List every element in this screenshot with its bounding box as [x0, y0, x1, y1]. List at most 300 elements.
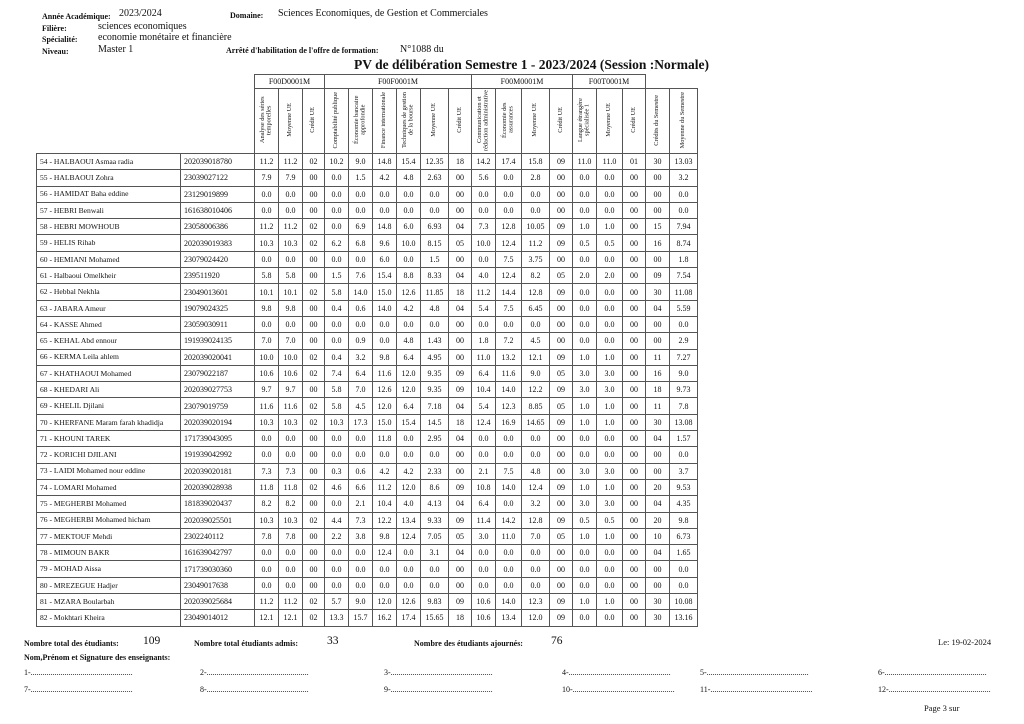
student-row: [37, 365, 698, 381]
grade-cell: 1.5: [349, 170, 373, 186]
grade-cell: 11.0: [573, 154, 597, 170]
grade-cell: 10.3: [325, 414, 349, 430]
grade-cell: 0.0: [279, 545, 303, 561]
grade-cell: 4.4: [325, 512, 349, 528]
grade-cell: 00: [550, 561, 573, 577]
grade-cell: 10.08: [670, 594, 698, 610]
signature-line: 1-...................................................: [24, 668, 133, 677]
grade-cell: 18: [449, 414, 472, 430]
grade-cell: 00: [303, 202, 325, 218]
grade-cell: 7.8: [279, 528, 303, 544]
grade-cell: 05: [550, 365, 573, 381]
grade-cell: 12.8: [522, 284, 550, 300]
grade-cell: 8.85: [522, 398, 550, 414]
column-header-text: Moyenne UE: [531, 103, 539, 137]
grade-cell: 3.8: [349, 528, 373, 544]
grade-cell: 0.0: [496, 496, 522, 512]
domaine-value: Sciences Economiques, de Gestion et Commerciales: [278, 8, 488, 19]
signature-line: 12-...................................................: [878, 685, 991, 694]
grade-cell: 04: [449, 300, 472, 316]
grade-cell: 04: [646, 496, 670, 512]
column-header-text: Communication et rédaction administrative: [475, 89, 490, 151]
grade-cell: 9.8: [670, 512, 698, 528]
grade-cell: 00: [646, 333, 670, 349]
grade-cell: 2.1: [472, 463, 496, 479]
grade-cell: 0.6: [349, 463, 373, 479]
grade-cell: 00: [550, 202, 573, 218]
grade-cell: 0.0: [496, 316, 522, 332]
grade-cell: 0.0: [421, 186, 449, 202]
grade-cell: 3.0: [597, 365, 623, 381]
grade-cell: 10.0: [472, 235, 496, 251]
grade-cell: 12.4: [522, 479, 550, 495]
grade-cell: 4.8: [397, 170, 421, 186]
student-name: 58 - HEBRI MOWHOUB: [37, 219, 181, 235]
grade-cell: 0.5: [573, 512, 597, 528]
grade-cell: 00: [303, 268, 325, 284]
grade-cell: 9.83: [421, 594, 449, 610]
grade-cell: 10.2: [325, 154, 349, 170]
grade-cell: 00: [550, 186, 573, 202]
student-name: 62 - Hebbal Nekhla: [37, 284, 181, 300]
grade-cell: 0.0: [522, 316, 550, 332]
student-matricule: 202039020194: [181, 414, 255, 430]
grade-cell: 00: [646, 463, 670, 479]
grade-cell: 5.4: [472, 398, 496, 414]
grade-cell: 7.3: [255, 463, 279, 479]
grade-cell: 02: [303, 284, 325, 300]
student-row: [37, 186, 698, 202]
grade-cell: 9.8: [373, 528, 397, 544]
grade-cell: 0.0: [597, 186, 623, 202]
grade-cell: 0.0: [472, 251, 496, 267]
grade-cell: 3.2: [522, 496, 550, 512]
student-row: [37, 170, 698, 186]
grade-cell: 3.0: [573, 382, 597, 398]
grade-cell: 10.3: [255, 235, 279, 251]
student-row: [37, 610, 698, 626]
grade-cell: 0.0: [397, 251, 421, 267]
student-row: [37, 316, 698, 332]
grade-cell: 0.0: [325, 202, 349, 218]
grade-cell: 16: [646, 365, 670, 381]
grade-cell: 30: [646, 414, 670, 430]
grade-cell: 0.0: [373, 202, 397, 218]
grade-cell: 11: [646, 349, 670, 365]
grade-cell: 00: [646, 316, 670, 332]
grade-cell: 3.0: [573, 365, 597, 381]
column-header: [646, 89, 670, 154]
grade-cell: 0.0: [522, 447, 550, 463]
grade-cell: 0.0: [255, 447, 279, 463]
student-row: [37, 512, 698, 528]
grade-cell: 00: [623, 577, 646, 593]
student-row: [37, 479, 698, 495]
grade-cell: 3.0: [597, 463, 623, 479]
grade-cell: 0.0: [349, 202, 373, 218]
grade-cell: 00: [303, 186, 325, 202]
column-header-text: Techniques de gestion de la bourse: [400, 92, 415, 148]
grade-cell: 4.8: [421, 300, 449, 316]
admis-label: Nombre total étudiants admis:: [194, 639, 299, 648]
grade-cell: 00: [646, 251, 670, 267]
grade-cell: 12.6: [397, 284, 421, 300]
grade-cell: 1.0: [597, 398, 623, 414]
student-matricule: 161639042797: [181, 545, 255, 561]
grade-cell: 0.0: [349, 186, 373, 202]
grade-cell: 18: [449, 284, 472, 300]
student-matricule: 202039028938: [181, 479, 255, 495]
student-name: 80 - MREZEGUE Hadjer: [37, 577, 181, 593]
grade-cell: 02: [303, 610, 325, 626]
grade-cell: 12.2: [373, 512, 397, 528]
grade-cell: 0.5: [597, 235, 623, 251]
grade-cell: 10.8: [472, 479, 496, 495]
grade-cell: 00: [449, 577, 472, 593]
grade-cell: 3.0: [597, 382, 623, 398]
student-matricule: 239511920: [181, 268, 255, 284]
grade-cell: 30: [646, 610, 670, 626]
grade-cell: 02: [303, 154, 325, 170]
student-matricule: 19079024325: [181, 300, 255, 316]
grade-cell: 00: [623, 463, 646, 479]
grade-cell: 00: [623, 496, 646, 512]
ue-header-row: [37, 75, 698, 89]
grade-cell: 17.3: [349, 414, 373, 430]
grade-cell: 6.4: [397, 398, 421, 414]
grade-cell: 00: [303, 170, 325, 186]
grade-cell: 2.33: [421, 463, 449, 479]
grade-cell: 0.6: [349, 300, 373, 316]
grade-cell: 9.73: [670, 382, 698, 398]
grade-cell: 0.0: [522, 545, 550, 561]
grade-cell: 13.4: [397, 512, 421, 528]
grade-cell: 0.0: [597, 431, 623, 447]
grade-cell: 0.0: [397, 545, 421, 561]
grade-cell: 05: [550, 398, 573, 414]
grade-cell: 09: [550, 594, 573, 610]
student-name: 54 - HALBAOUI Asmaa radia: [37, 154, 181, 170]
student-name: 75 - MEGHERBI Mohamed: [37, 496, 181, 512]
grade-cell: 10.6: [472, 610, 496, 626]
grade-cell: 0.0: [325, 545, 349, 561]
grade-cell: 1.5: [421, 251, 449, 267]
grade-cell: 3.0: [597, 496, 623, 512]
grade-cell: 9.7: [279, 382, 303, 398]
grade-cell: 00: [623, 268, 646, 284]
grade-cell: 0.0: [597, 545, 623, 561]
grade-cell: 1.8: [670, 251, 698, 267]
student-row: [37, 219, 698, 235]
grade-cell: 00: [550, 251, 573, 267]
student-name: 77 - MEKTOUF Mehdi: [37, 528, 181, 544]
grade-cell: 00: [449, 186, 472, 202]
grade-cell: 0.0: [325, 316, 349, 332]
arrete-value: N°1088 du: [400, 44, 444, 55]
grade-cell: 2.9: [670, 333, 698, 349]
grade-cell: 7.94: [670, 219, 698, 235]
grade-cell: 0.0: [670, 577, 698, 593]
specialite-value: economie monétaire et financière: [98, 32, 232, 43]
grade-cell: 0.0: [496, 561, 522, 577]
grade-cell: 1.0: [597, 594, 623, 610]
grade-cell: 0.0: [522, 577, 550, 593]
grade-cell: 11.0: [597, 154, 623, 170]
deliberation-table: [36, 74, 698, 627]
grade-cell: 11.08: [670, 284, 698, 300]
grade-cell: 9.6: [373, 235, 397, 251]
grade-cell: 13.16: [670, 610, 698, 626]
grade-cell: 00: [303, 577, 325, 593]
column-header-text: Langue étrangère spécialisée 1: [576, 98, 591, 142]
grade-cell: 6.6: [349, 479, 373, 495]
grade-cell: 1.0: [597, 528, 623, 544]
grade-cell: 0.0: [397, 186, 421, 202]
arrete-label: Arrêté d'habilitation de l'offre de formation:: [226, 46, 379, 55]
grade-cell: 00: [623, 365, 646, 381]
column-header: [397, 89, 421, 154]
grade-cell: 0.0: [421, 561, 449, 577]
grade-cell: 09: [550, 512, 573, 528]
column-header: [255, 89, 279, 154]
grade-cell: 00: [623, 349, 646, 365]
grade-cell: 04: [449, 219, 472, 235]
grade-cell: 00: [449, 447, 472, 463]
grade-cell: 7.9: [255, 170, 279, 186]
grade-cell: 12.0: [522, 610, 550, 626]
grade-cell: 7.54: [670, 268, 698, 284]
grade-cell: 10.3: [255, 414, 279, 430]
grade-cell: 14.2: [472, 154, 496, 170]
grade-cell: 4.6: [325, 479, 349, 495]
grade-cell: 01: [623, 154, 646, 170]
student-row: [37, 284, 698, 300]
student-name: 57 - HEBRI Benwali: [37, 202, 181, 218]
filiere-label: Filière:: [42, 24, 67, 33]
grade-cell: 14.0: [496, 594, 522, 610]
grade-cell: 10.6: [255, 365, 279, 381]
grade-cell: 0.0: [597, 251, 623, 267]
specialite-label: Spécialité:: [42, 35, 78, 44]
grade-cell: 0.0: [255, 186, 279, 202]
student-row: [37, 382, 698, 398]
grade-cell: 00: [623, 414, 646, 430]
grade-cell: 7.05: [421, 528, 449, 544]
student-name: 64 - KASSE Ahmed: [37, 316, 181, 332]
grade-cell: 7.9: [279, 170, 303, 186]
grade-cell: 0.0: [472, 561, 496, 577]
grade-cell: 00: [303, 382, 325, 398]
grade-cell: 0.0: [573, 251, 597, 267]
grade-cell: 0.0: [573, 186, 597, 202]
grade-cell: 4.2: [397, 300, 421, 316]
grade-cell: 00: [449, 316, 472, 332]
student-matricule: 181839020437: [181, 496, 255, 512]
grade-cell: 0.0: [325, 219, 349, 235]
grade-cell: 0.0: [349, 545, 373, 561]
grade-cell: 7.5: [496, 251, 522, 267]
grade-cell: 0.0: [496, 170, 522, 186]
student-matricule: 202039025684: [181, 594, 255, 610]
grade-cell: 0.0: [373, 186, 397, 202]
grade-cell: 0.0: [325, 496, 349, 512]
grade-cell: 5.4: [472, 300, 496, 316]
grade-cell: 00: [623, 431, 646, 447]
student-row: [37, 251, 698, 267]
grade-cell: 3.0: [472, 528, 496, 544]
student-row: [37, 577, 698, 593]
grade-cell: 0.0: [597, 610, 623, 626]
grade-cell: 10.05: [522, 219, 550, 235]
column-header: [472, 89, 496, 154]
grade-cell: 5.59: [670, 300, 698, 316]
grade-cell: 0.0: [279, 431, 303, 447]
grade-cell: 4.2: [373, 170, 397, 186]
grade-cell: 0.0: [325, 333, 349, 349]
grade-cell: 00: [623, 170, 646, 186]
grade-cell: 6.9: [349, 219, 373, 235]
signature-line: 4-...................................................: [562, 668, 671, 677]
student-matricule: 202039019383: [181, 235, 255, 251]
grade-cell: 00: [550, 431, 573, 447]
grade-cell: 5.6: [472, 170, 496, 186]
student-matricule: 23049014012: [181, 610, 255, 626]
grade-cell: 18: [449, 610, 472, 626]
grade-cell: 10.4: [472, 382, 496, 398]
grade-cell: 00: [550, 496, 573, 512]
column-header: [349, 89, 373, 154]
grade-cell: 00: [623, 251, 646, 267]
student-matricule: 23079024420: [181, 251, 255, 267]
grade-cell: 12.0: [397, 479, 421, 495]
grade-cell: 5.8: [279, 268, 303, 284]
grade-cell: 0.3: [325, 463, 349, 479]
grade-cell: 0.0: [421, 316, 449, 332]
column-header: [573, 89, 597, 154]
grade-cell: 0.0: [349, 561, 373, 577]
grade-cell: 0.0: [670, 202, 698, 218]
grade-cell: 13.03: [670, 154, 698, 170]
grade-cell: 10.4: [373, 496, 397, 512]
grade-cell: 4.5: [522, 333, 550, 349]
grade-cell: 12.1: [255, 610, 279, 626]
ue-header: F00M0001M: [472, 75, 573, 89]
student-row: [37, 496, 698, 512]
grade-cell: 9.0: [522, 365, 550, 381]
grade-cell: 09: [449, 382, 472, 398]
grade-cell: 18: [449, 154, 472, 170]
grade-cell: 0.4: [325, 349, 349, 365]
grade-cell: 18: [646, 382, 670, 398]
student-row: [37, 594, 698, 610]
grade-cell: 12.4: [496, 268, 522, 284]
grade-cell: 7.3: [472, 219, 496, 235]
grade-cell: 12.0: [373, 594, 397, 610]
student-name: 73 - LAIDI Mohamed nour eddine: [37, 463, 181, 479]
grade-cell: 1.0: [573, 414, 597, 430]
grade-cell: 15.4: [397, 414, 421, 430]
grade-cell: 14.0: [349, 284, 373, 300]
student-matricule: 191939042992: [181, 447, 255, 463]
grade-cell: 11.6: [373, 365, 397, 381]
grade-cell: 00: [623, 284, 646, 300]
column-header: [373, 89, 397, 154]
grade-cell: 0.0: [573, 170, 597, 186]
grade-cell: 9.0: [349, 154, 373, 170]
column-header-row: [37, 89, 698, 154]
grade-cell: 11.2: [279, 154, 303, 170]
niveau-label: Niveau:: [42, 47, 69, 56]
column-header-text: Finance internationale: [380, 91, 388, 149]
grade-cell: 14.0: [496, 479, 522, 495]
grade-cell: 7.0: [349, 382, 373, 398]
grade-cell: 0.0: [573, 447, 597, 463]
grade-cell: 10: [646, 528, 670, 544]
grade-cell: 7.27: [670, 349, 698, 365]
grade-cell: 11.2: [522, 235, 550, 251]
grade-cell: 0.0: [349, 577, 373, 593]
grade-cell: 02: [303, 479, 325, 495]
grade-cell: 00: [449, 202, 472, 218]
grade-cell: 0.0: [522, 186, 550, 202]
student-row: [37, 154, 698, 170]
grade-cell: 7.0: [522, 528, 550, 544]
grade-cell: 7.4: [325, 365, 349, 381]
signature-line: 11-...................................................: [700, 685, 813, 694]
grade-cell: 0.0: [573, 561, 597, 577]
grade-cell: 00: [303, 447, 325, 463]
grade-cell: 17.4: [397, 610, 421, 626]
grade-cell: 10.3: [279, 235, 303, 251]
student-row: [37, 447, 698, 463]
grade-cell: 4.95: [421, 349, 449, 365]
report-date: Le: 19-02-2024: [938, 637, 992, 647]
grade-cell: 09: [449, 479, 472, 495]
grade-cell: 00: [623, 528, 646, 544]
grade-cell: 00: [303, 300, 325, 316]
student-name: 65 - KEHAL Abd ennour: [37, 333, 181, 349]
grade-cell: 12.4: [472, 414, 496, 430]
student-name: 68 - KHEDARI Ali: [37, 382, 181, 398]
student-matricule: 2302240112: [181, 528, 255, 544]
grade-cell: 15.7: [349, 610, 373, 626]
student-row: [37, 561, 698, 577]
grade-cell: 4.35: [670, 496, 698, 512]
grade-cell: 6.4: [397, 349, 421, 365]
signature-line: 7-...................................................: [24, 685, 133, 694]
student-row: [37, 268, 698, 284]
grade-cell: 0.0: [573, 610, 597, 626]
grade-cell: 0.0: [597, 447, 623, 463]
grade-cell: 00: [550, 316, 573, 332]
student-name: 55 - HALBAOUI Zohra: [37, 170, 181, 186]
student-name: 63 - JABARA Ameur: [37, 300, 181, 316]
student-matricule: 23059030911: [181, 316, 255, 332]
grade-cell: 00: [449, 170, 472, 186]
grade-cell: 0.0: [496, 577, 522, 593]
grade-cell: 5.8: [325, 382, 349, 398]
grade-cell: 0.0: [573, 202, 597, 218]
grade-cell: 0.0: [597, 202, 623, 218]
grade-cell: 0.0: [597, 577, 623, 593]
student-name: 82 - Mokhtari Kheira: [37, 610, 181, 626]
signature-line: 3-...................................................: [384, 668, 493, 677]
grade-cell: 0.0: [573, 431, 597, 447]
grade-cell: 12.1: [279, 610, 303, 626]
student-name: 76 - MEGHERBI Mohamed hicham: [37, 512, 181, 528]
student-row: [37, 349, 698, 365]
grade-cell: 7.6: [349, 268, 373, 284]
